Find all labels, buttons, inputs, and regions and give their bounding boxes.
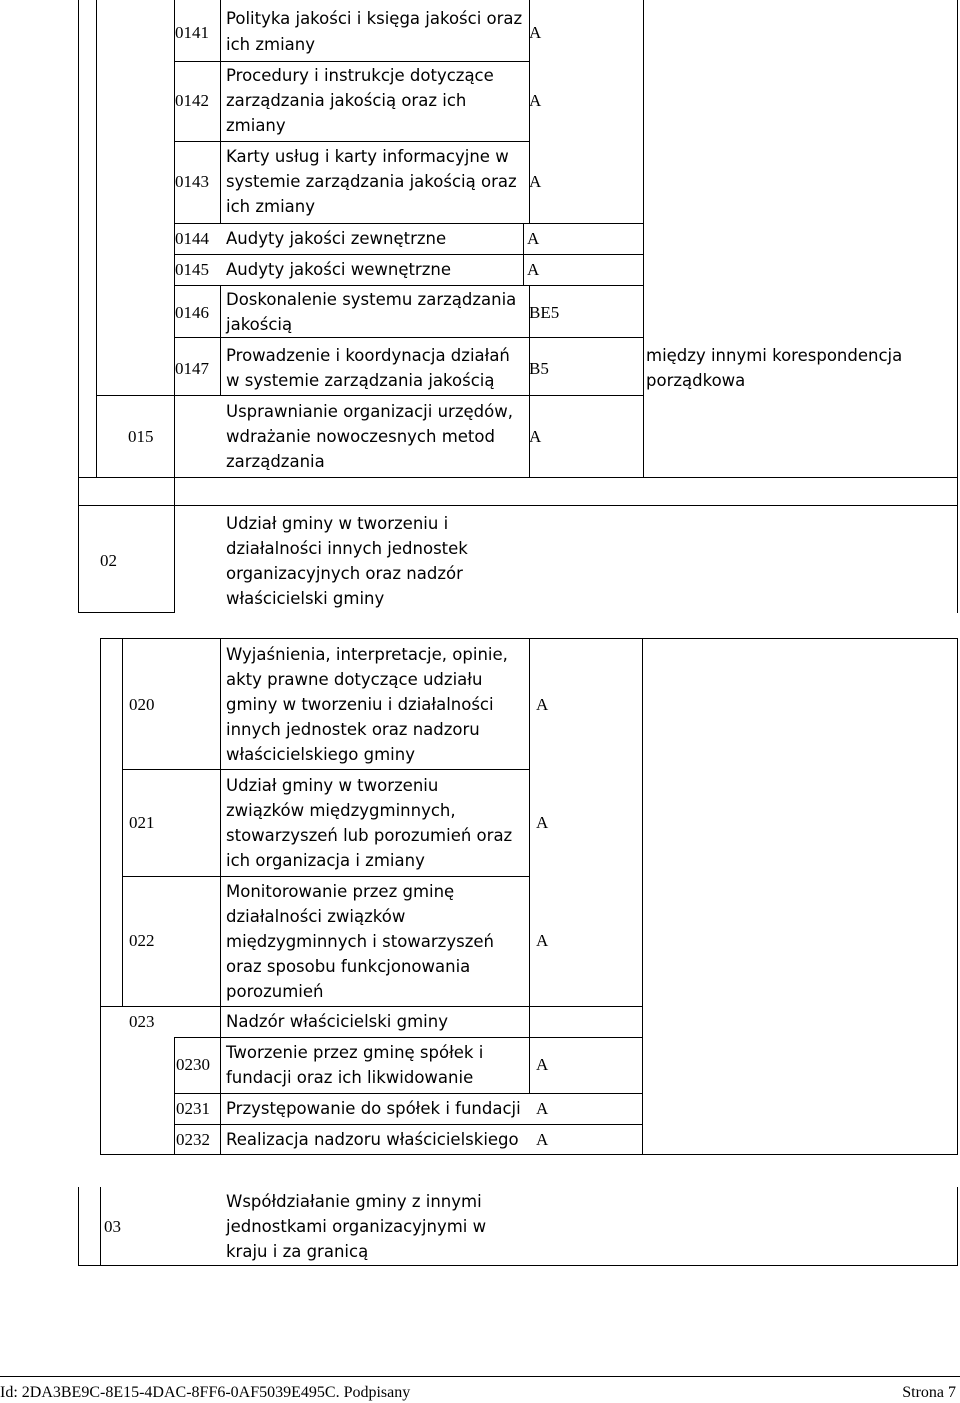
row-0232-title: Realizacja nadzoru właścicielskiego xyxy=(226,1130,519,1149)
row-0143-code: 0143 xyxy=(175,172,209,191)
section-02-title-line2: działalności innych jednostek xyxy=(226,539,468,558)
row-0143-title-line3: ich zmiany xyxy=(226,197,316,216)
row-021-title-line1: Udział gminy w tworzeniu xyxy=(226,776,439,795)
row-0146-title-line2: jakością xyxy=(226,315,293,334)
row-015-category: A xyxy=(529,427,542,446)
row-0142-category: A xyxy=(529,91,542,110)
row-015-title-line3: zarządzania xyxy=(226,452,325,471)
section-03-code: 03 xyxy=(104,1217,121,1236)
row-021-title-line3: stowarzyszeń lub porozumień oraz xyxy=(226,826,513,845)
row-0145-category: A xyxy=(527,260,540,279)
row-0147-note-line1: między innymi korespondencja xyxy=(646,346,903,365)
row-0142-title-line3: zmiany xyxy=(226,116,286,135)
row-021-title-line4: ich organizacja i zmiany xyxy=(226,851,425,870)
row-022-code: 022 xyxy=(129,931,155,950)
row-0141-title-line1: Polityka jakości i księga jakości oraz xyxy=(226,9,523,28)
row-0147-code: 0147 xyxy=(175,359,209,378)
row-020-title-line1: Wyjaśnienia, interpretacje, opinie, xyxy=(226,645,508,664)
footer-document-id: Id: 2DA3BE9C-8E15-4DAC-8FF6-0AF5039E495C. Podpisany xyxy=(0,1384,411,1401)
section-02-code: 02 xyxy=(100,551,117,570)
row-0142-code: 0142 xyxy=(175,91,209,110)
row-0232-category: A xyxy=(536,1130,549,1149)
row-021-category: A xyxy=(536,813,549,832)
row-0146-title-line1: Doskonalenie systemu zarządzania xyxy=(226,290,517,309)
row-0141-category: A xyxy=(529,23,542,42)
row-0141-title-line2: ich zmiany xyxy=(226,35,316,54)
row-0141-code: 0141 xyxy=(175,23,209,42)
section-03-title-line1: Współdziałanie gminy z innymi xyxy=(226,1192,482,1211)
row-0146-code: 0146 xyxy=(175,303,209,322)
row-021-code: 021 xyxy=(129,813,155,832)
row-020-title-line5: właścicielskiego gminy xyxy=(226,745,415,764)
row-023-code: 023 xyxy=(129,1012,155,1031)
row-0143-title-line2: systemie zarządzania jakością oraz xyxy=(226,172,517,191)
row-015-code: 015 xyxy=(128,427,154,446)
row-021-title-line2: związków międzygminnych, xyxy=(226,801,456,820)
row-0230-title-line1: Tworzenie przez gminę spółek i xyxy=(226,1043,484,1062)
row-020-title-line3: gminy w tworzeniu i działalności xyxy=(226,695,494,714)
row-0147-category: B5 xyxy=(529,359,549,378)
row-022-title-line2: działalności związków xyxy=(226,907,406,926)
section-02-title-line1: Udział gminy w tworzeniu i xyxy=(226,514,449,533)
row-0142-title-line1: Procedury i instrukcje dotyczące xyxy=(226,66,494,85)
row-0145-code: 0145 xyxy=(175,260,209,279)
row-020-title-line2: akty prawne dotyczące udziału xyxy=(226,670,483,689)
section-03-title-line3: kraju i za granicą xyxy=(226,1242,369,1261)
row-0232-code: 0232 xyxy=(176,1130,210,1149)
row-023-title: Nadzór właścicielski gminy xyxy=(226,1012,448,1031)
row-0231-title: Przystępowanie do spółek i fundacji xyxy=(226,1099,521,1118)
footer-rule xyxy=(0,1376,960,1377)
row-0147-title-line2: w systemie zarządzania jakością xyxy=(226,371,495,390)
section-02-title-line3: organizacyjnych oraz nadzór xyxy=(226,564,463,583)
row-0230-title-line2: fundacji oraz ich likwidowanie xyxy=(226,1068,474,1087)
row-0230-code: 0230 xyxy=(176,1055,210,1074)
row-020-category: A xyxy=(536,695,549,714)
row-0147-title-line1: Prowadzenie i koordynacja działań xyxy=(226,346,510,365)
row-022-title-line5: porozumień xyxy=(226,982,324,1001)
row-0142-title-line2: zarządzania jakością oraz ich xyxy=(226,91,467,110)
row-0146-category: BE5 xyxy=(529,303,560,322)
row-0147-note-line2: porządkowa xyxy=(646,371,746,390)
footer-page-number: Strona 7 xyxy=(902,1384,956,1401)
section-02-title-line4: właścicielski gminy xyxy=(226,589,385,608)
row-0231-code: 0231 xyxy=(176,1099,210,1118)
section-03-title-line2: jednostkami organizacyjnymi w xyxy=(226,1217,487,1236)
row-0230-category: A xyxy=(536,1055,549,1074)
row-022-title-line1: Monitorowanie przez gminę xyxy=(226,882,455,901)
row-022-title-line3: międzygminnych i stowarzyszeń xyxy=(226,932,494,951)
row-0143-title-line1: Karty usług i karty informacyjne w xyxy=(226,147,509,166)
row-022-category: A xyxy=(536,931,549,950)
row-0144-code: 0144 xyxy=(175,229,209,248)
row-020-code: 020 xyxy=(129,695,155,714)
row-0145-title: Audyty jakości wewnętrzne xyxy=(226,260,451,279)
row-0144-category: A xyxy=(527,229,540,248)
row-020-title-line4: innych jednostek oraz nadzoru xyxy=(226,720,480,739)
row-015-title-line1: Usprawnianie organizacji urzędów, xyxy=(226,402,513,421)
row-0143-category: A xyxy=(529,172,542,191)
row-0144-title: Audyty jakości zewnętrzne xyxy=(226,229,447,248)
row-0231-category: A xyxy=(536,1099,549,1118)
row-022-title-line4: oraz sposobu funkcjonowania xyxy=(226,957,471,976)
row-015-title-line2: wdrażanie nowoczesnych metod xyxy=(226,427,495,446)
